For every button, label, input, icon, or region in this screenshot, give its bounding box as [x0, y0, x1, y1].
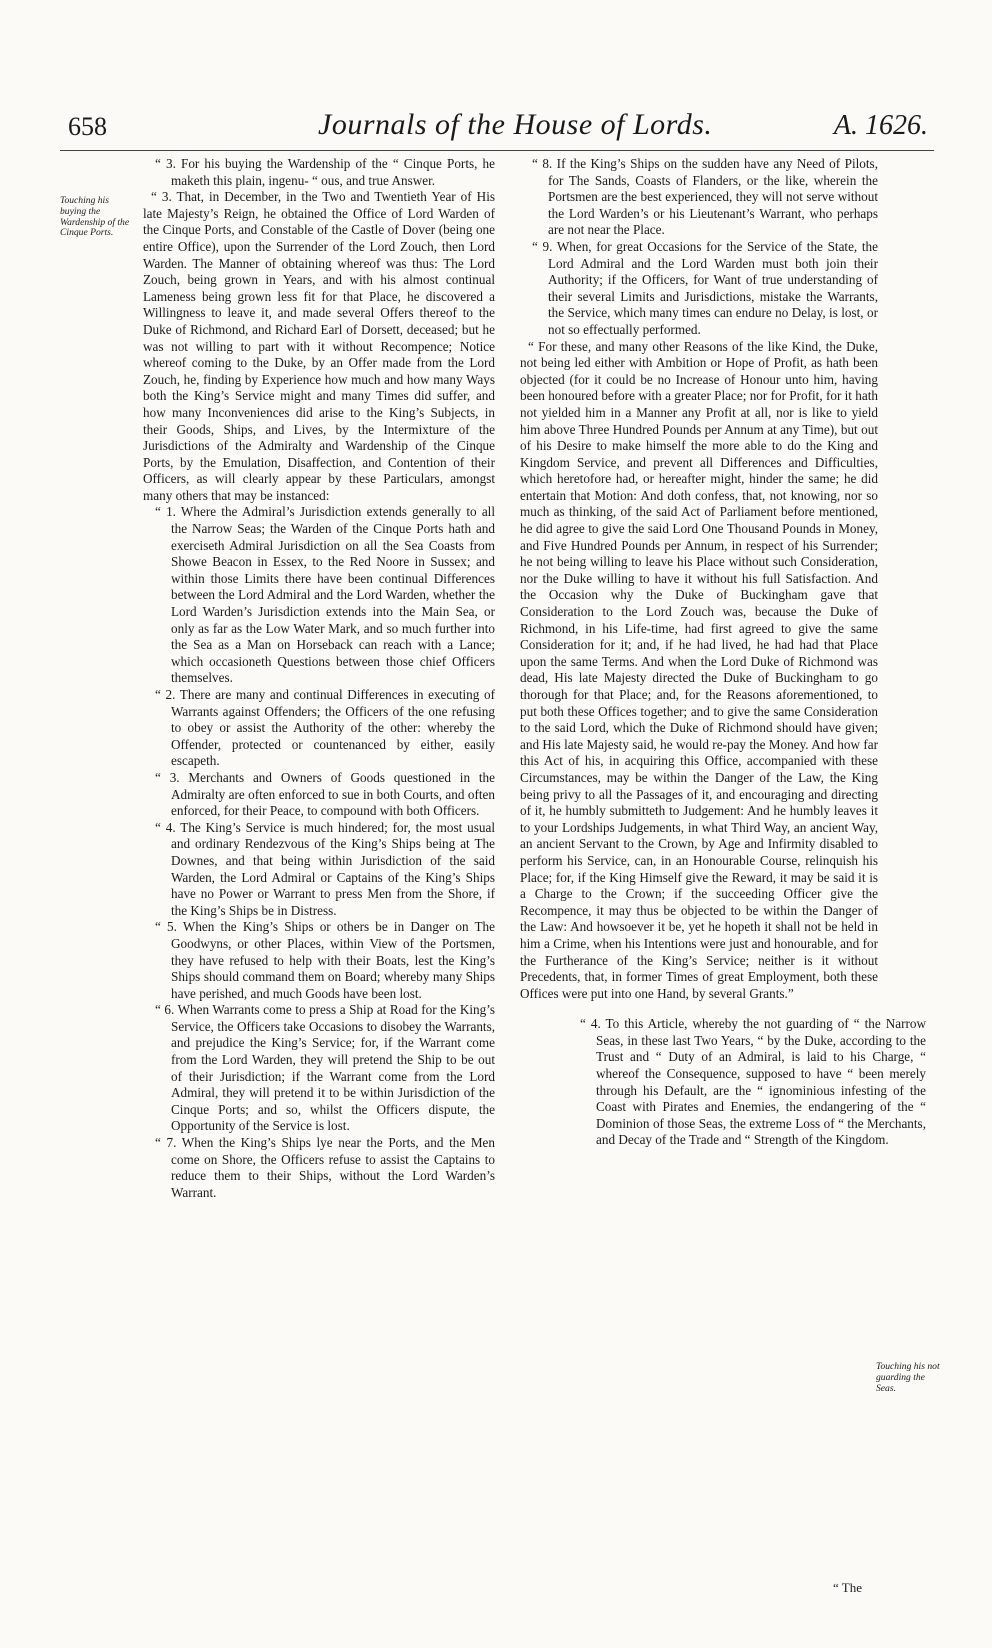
- list-item-3: “ 3. Merchants and Owners of Goods questioned in the Admiralty are often enforced to sue in both Courts, and often enforced, for their Peace, to compound with both Officers.: [155, 769, 495, 819]
- paragraph-heading-wardenship: “ 3. For his buying the Wardenship of the “ Cinque Ports, he maketh this plain, ingenu- “ ous, and true Answer.: [155, 156, 495, 188]
- running-header: [0, 108, 992, 148]
- list-item-6: “ 6. When Warrants come to press a Ship at Road for the King’s Service, the Officers take Occasions to disobey the Warrants, and prejudice the King’s Service; for, if the Warrant come from the Lord Warden, they will pretend the Ship to be out of their Jurisdiction; if the Warrant come from the Lord Admiral, they will pretend it to be within Jurisdiction of the Cinque Ports; and so, whilst the Officers dispute, the Opportunity of the Service is lost.: [155, 1002, 495, 1134]
- header-rule: [60, 150, 934, 151]
- list-item-8: “ 8. If the King’s Ships on the sudden have any Need of Pilots, for The Sands, Coasts of Flanders, or the like, wherein the Portsmen are the best experienced, they will not serve without the Lord Warden’s or his Lieutenant’s Warrant, who perhaps are not near the Place.: [532, 156, 878, 238]
- margin-note-wardenship: Touching his buying the Wardenship of the Cinque Ports.: [60, 195, 130, 239]
- page-number: 658: [68, 112, 107, 141]
- list-item-9: “ 9. When, for great Occasions for the Service of the State, the Lord Admiral and the Lord Warden must both join their Authority; if the Officers, for Want of true understanding of their several Limits and Jurisdictions, mistake the Warrants, the Service, which many times can endure no Delay, is lost, or not so effectually performed.: [532, 238, 878, 337]
- list-item-4: “ 4. The King’s Service is much hindered; for, the most usual and ordinary Rendezvous of the King’s Ships being at The Downes, and that being within Jurisdiction of the said Warden, the Lord Admiral or Captains of the King’s Ships have no Power or Warrant to press Men from the Shore, if the King’s Ships be in Distress.: [155, 819, 495, 918]
- paragraph-reasons: “ For these, and many other Reasons of the like Kind, the Duke, not being led either with Ambition or Hope of Profit, as hath been objected (for it could be no Increase of Honour unto him, having been honoured before with a greater Place; nor for Profit, for it hath not yielded him in a Manner any Profit at all, nor is like to yield him above Three Hundred Pounds per Annum at any Time), but out of his Desire to make himself the more able to do the King and Kingdom Service, and prevent all Differences and Difficulties, which heretofore had, or hereafter might, hinder the same; he did entertain that Motion: And doth confess, that, not knowing, nor so much as thinking, of the said Act of Parliament before mentioned, he did agree to give the said Lord One Thousand Pounds in Money, and Five Hundred Pounds per Annum, in respect of his Surrender; he not being willing to leave his Place without such Consideration, nor the Duke willing to have it without his full Satisfaction. And the Occasion why the Duke of Buckingham gave that Consideration to the Lord Zouch was, because the Duke of Richmond, in his Life-time, had first agreed to give the same Consideration for it; and, if he had lived, he had had that Place upon the same Terms. And when the Lord Duke of Richmond was dead, His late Majesty directed the Duke of Buckingham to go thorough for that Place; and, for the Reasons aforementioned, to put both these Offices together; and to give the same Consideration to the said Lord, which the Duke of Richmond should have given; and His late Majesty said, he would re-pay the Money. And how far this Act of his, in acquiring this Office, accompanied with these Circumstances, may be within the Danger of the Law, the King being privy to all the Passages of it, and encouraging and directing of it, he humbly submitteth to Judgement: And he humbly leaves it to your Lordships Judgements, in what Third Way, an ancient Way, an ancient Servant to the Crown, by Age and Infirmity disabled to perform his Service, can, in an Honourable Course, relinquish his Place; for, if the King Himself give the Reward, it may be said it is a Charge to the Crown; if the succeeding Officer give the Recompence, it may thus be objected to be within the Danger of the Law: And howsoever it be, yet he hopeth it shall not be held in him a Crime, when his Intentions were just and honourable, and for the Furtherance of the King’s Service; neither is it without Precedents, that, in former Times of great Employment, both these Offices were put into one Hand, by several Grants.”: [520, 338, 878, 1001]
- list-item-5: “ 5. When the King’s Ships or others be in Danger on The Goodwyns, or other Places, within View of the Portsmen, they have refused to help with their Boats, lest the King’s Ships should command them on Board; whereby many Ships have perished, and much Goods have been lost.: [155, 919, 495, 1001]
- paragraph-article-4: “ 4. To this Article, whereby the not guarding of “ the Narrow Seas, in these last Two Years, “ by the Duke, according to the Trust and “ Duty of an Admiral, is laid to his Charge, “ whereof the Consequence, supposed to have “ been merely through his Default, are the “ ignominious infesting of the Coast with Pirates and Enemies, the endangering of the “ Dominion of those Seas, the extreme Loss of “ the Merchants, and Decay of the Trade and “ Strength of the Kingdom.: [580, 1016, 926, 1148]
- year-label: A. 1626.: [833, 110, 928, 141]
- journal-title: Journals of the House of Lords.: [318, 108, 713, 141]
- list-item-7: “ 7. When the King’s Ships lye near the Ports, and the Men come on Shore, the Officers refuse to assist the Captains to reduce them to their Ships, without the Lord Warden’s Warrant.: [155, 1135, 495, 1200]
- right-column: [520, 156, 926, 1149]
- margin-note-seas: Touching his not guarding the Seas.: [876, 1361, 940, 1394]
- list-item-1: “ 1. Where the Admiral’s Jurisdiction extends generally to all the Narrow Seas; the Warden of the Cinque Ports hath and exerciseth Admiral Jurisdiction on all the Sea Coasts from Showe Beacon in Essex, to the Red Noore in Sussex; and within those Limits there have been continual Differences between the Lord Admiral and the Lord Warden, whether the Lord Warden’s Jurisdiction extends into the Main Sea, or only as far as the Low Water Mark, and so much further into the Sea as a Man on Horseback can reach with a Lance; which occasioneth Questions between those chief Officers themselves.: [155, 504, 495, 686]
- catchword: “ The: [833, 1580, 862, 1595]
- list-item-2: “ 2. There are many and continual Differences in executing of Warrants against Offenders; the Officers of the one refusing to obey or assist the Authority of the other: whereby the Offender, protected or countenanced by either, easily escapeth.: [155, 687, 495, 769]
- paragraph-answer-wardenship: “ 3. That, in December, in the Two and Twentieth Year of His late Majesty’s Reign, he obtained the Office of Lord Warden of the Cinque Ports, and Constable of the Castle of Dover (being one entire Office), upon the Surrender of the Lord Zouch, then Lord Warden. The Manner of obtaining whereof was thus: The Lord Zouch, being grown in Years, and with his almost continual Lameness being grown less fit for that Place, he discovered a Willingness to leave it, and made several Offers thereof to the Duke of Richmond, and Richard Earl of Dorsett, deceased; but he was not willing to part with it without Recompence; Notice whereof coming to the Duke, by an Offer made from the Lord Zouch, he, finding by Experience how much and how many Ways both the King’s Service might and many Times did suffer, and how many Inconveniences did arise to the King’s Subjects, in their Goods, Ships, and Lives, by the Intermixture of the Jurisdictions of the Admiralty and Wardenship of the Cinque Ports, by the Emulation, Disaffection, and Contention of their Officers, as will clearly appear by these Particulars, amongst many others that may be instanced:: [143, 189, 495, 503]
- left-column: [143, 156, 495, 1201]
